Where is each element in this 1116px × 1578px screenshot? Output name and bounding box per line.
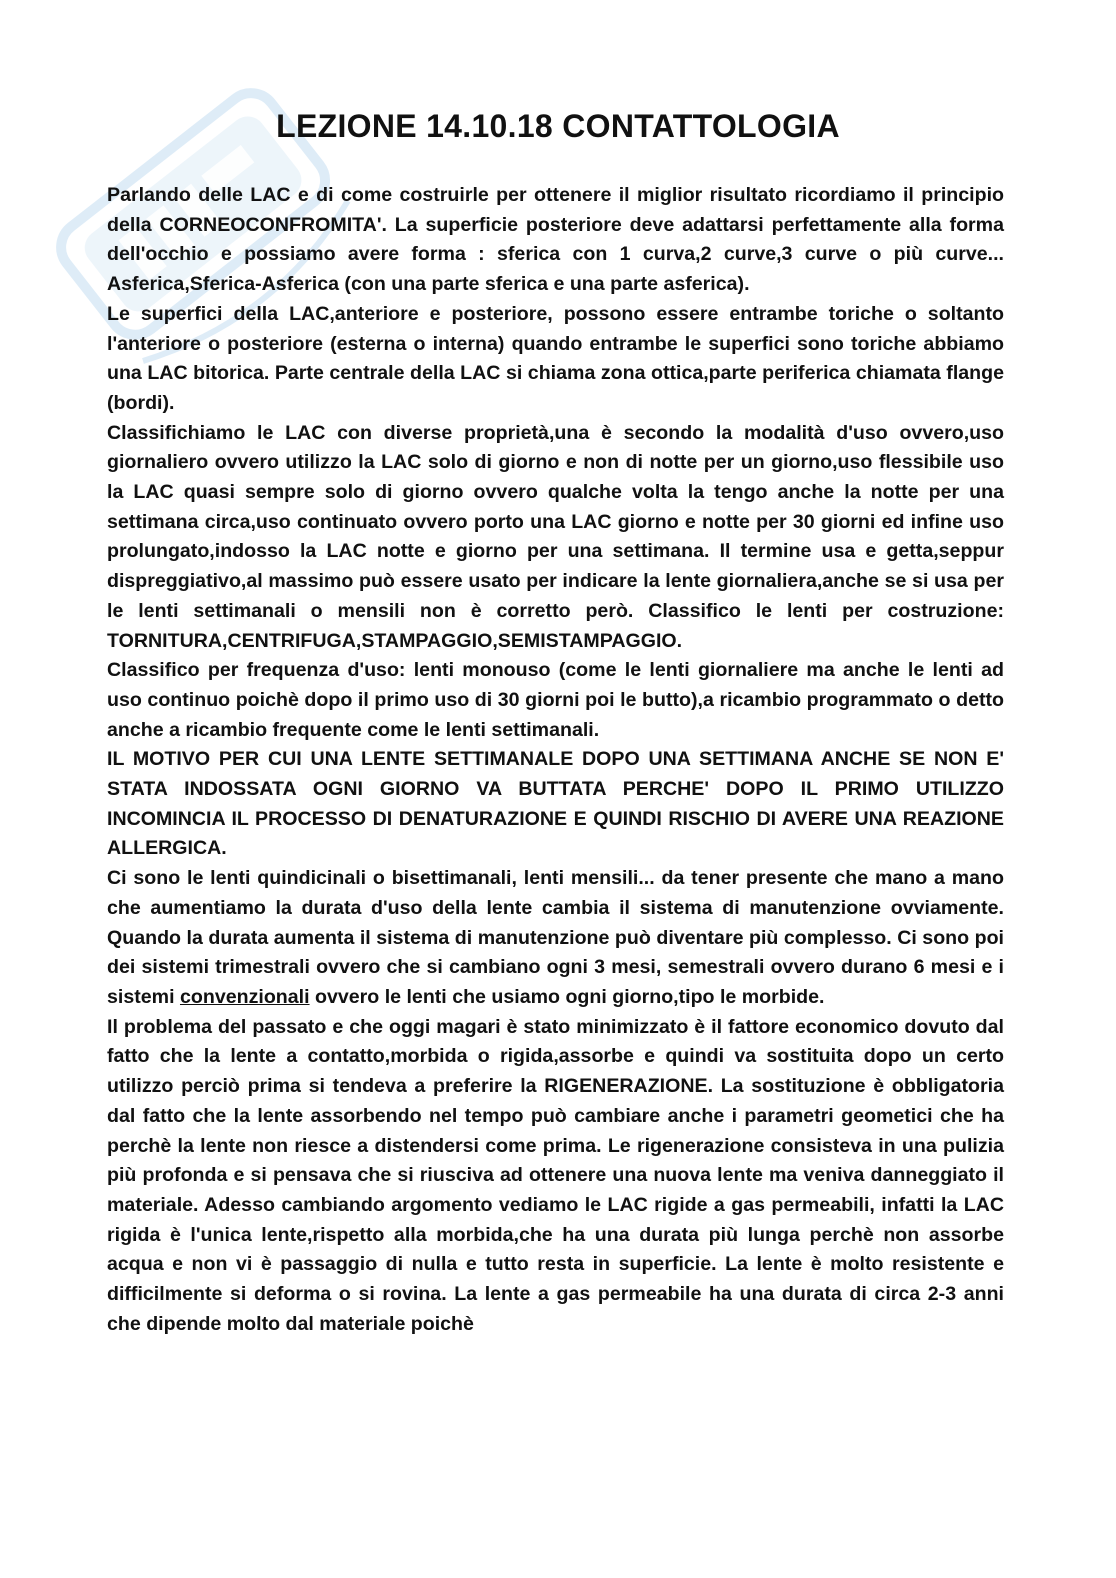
underlined-term: convenzionali: [179, 985, 310, 1008]
text-run: Ci sono le lenti quindicinali o bisettimanali, lenti mensili... da tener presente che mano a mano che aumentiamo la durata d'uso della lente cambia il sistema di manutenzione ovviamente. Quando la durata aumenta il sistema di manutenzione può diventare più complesso. Ci sono poi dei sistemi trimestrali ovvero che si cambiano ogni 3 mesi, semestrali ovvero durano 6 mesi e i sistemi: [107, 867, 1004, 1008]
text-run: ovvero le lenti che usiamo ogni giorno,tipo le morbide.: [309, 985, 825, 1008]
page-title: LEZIONE 14.10.18 CONTATTOLOGIA: [276, 108, 840, 144]
paragraph: Classifichiamo le LAC con diverse proprietà,una è secondo la modalità d'uso ovvero,uso giornaliero ovvero utilizzo la LAC solo di giorno e non di notte per un giorno,uso flessibile uso la LAC quasi sempre solo di giorno ovvero qualche volta la tengo anche la notte per una settimana circa,uso continuato ovvero porto una LAC giorno e notte per 30 giorni ed infine uso prolungato,indosso la LAC notte e giorno per una settimana. Il termine usa e getta,seppur dispreggiativo,al massimo può essere usato per indicare la lente giornaliera,anche se si usa per le lenti settimanali o mensili non è corretto però. Classifico le lenti per costruzione: TORNITURA,CENTRIFUGA,STAMPAGGIO,SEMISTAMPAGGIO.: [107, 421, 1004, 652]
paragraph: IL MOTIVO PER CUI UNA LENTE SETTIMANALE DOPO UNA SETTIMANA ANCHE SE NON E' STATA INDOSSATA OGNI GIORNO VA BUTTATA PERCHE' DOPO IL PRIMO UTILIZZO INCOMINCIA IL PROCESSO DI DENATURAZIONE E QUINDI RISCHIO DI AVERE UNA REAZIONE ALLERGICA.: [107, 748, 1004, 860]
paragraph: [107, 864, 1004, 1013]
paragraph: Classifico per frequenza d'uso: lenti monouso (come le lenti giornaliere ma anche le lenti ad uso continuo poichè dopo il primo uso di 30 giorni poi le butto),a ricambio programmato o detto anche a ricambio frequente come le lenti settimanali.: [107, 659, 1004, 741]
paragraph: Le superfici della LAC,anteriore e posteriore, possono essere entrambe toriche o soltanto l'anteriore o posteriore (esterna o interna) quando entrambe le superfici sono toriche abbiamo una LAC bitorica. Parte centrale della LAC si chiama zona ottica,parte periferica chiamata flange (bordi).: [107, 302, 1004, 414]
document-body: [107, 181, 1004, 1339]
paragraph: Il problema del passato e che oggi magari è stato minimizzato è il fattore economico dovuto dal fatto che la lente a contatto,morbida o rigida,assorbe e quindi va sostituita dopo un certo utilizzo perciò prima si tendeva a preferire la RIGENERAZIONE. La sostituzione è obbligatoria dal fatto che la lente assorbendo nel tempo può cambiare anche i parametri geometici che ha perchè la lente non riesce a distendersi come prima. Le rigenerazione consisteva in una pulizia più profonda e si pensava che si riusciva ad ottenere una nuova lente ma veniva danneggiato il materiale. Adesso cambiando argomento vediamo le LAC rigide a gas permeabili, infatti la LAC rigida è l'unica lente,rispetto alla morbida,che ha una durata più lunga perchè non assorbe acqua e non vi è passaggio di nulla e tutto resta in superficie. La lente è molto resistente e difficilmente si deforma o si rovina. La lente a gas permeabile ha una durata di circa 2-3 anni che dipende molto dal materiale poichè: [107, 1015, 1004, 1335]
paragraph: Parlando delle LAC e di come costruirle per ottenere il miglior risultato ricordiamo il principio della CORNEOCONFROMITA'. La superficie posteriore deve adattarsi perfettamente alla forma dell'occhio e possiamo avere forma : sferica con 1 curva,2 curve,3 curve o più curve... Asferica,Sferica-Asferica (con una parte sferica e una parte asferica).: [107, 184, 1004, 296]
